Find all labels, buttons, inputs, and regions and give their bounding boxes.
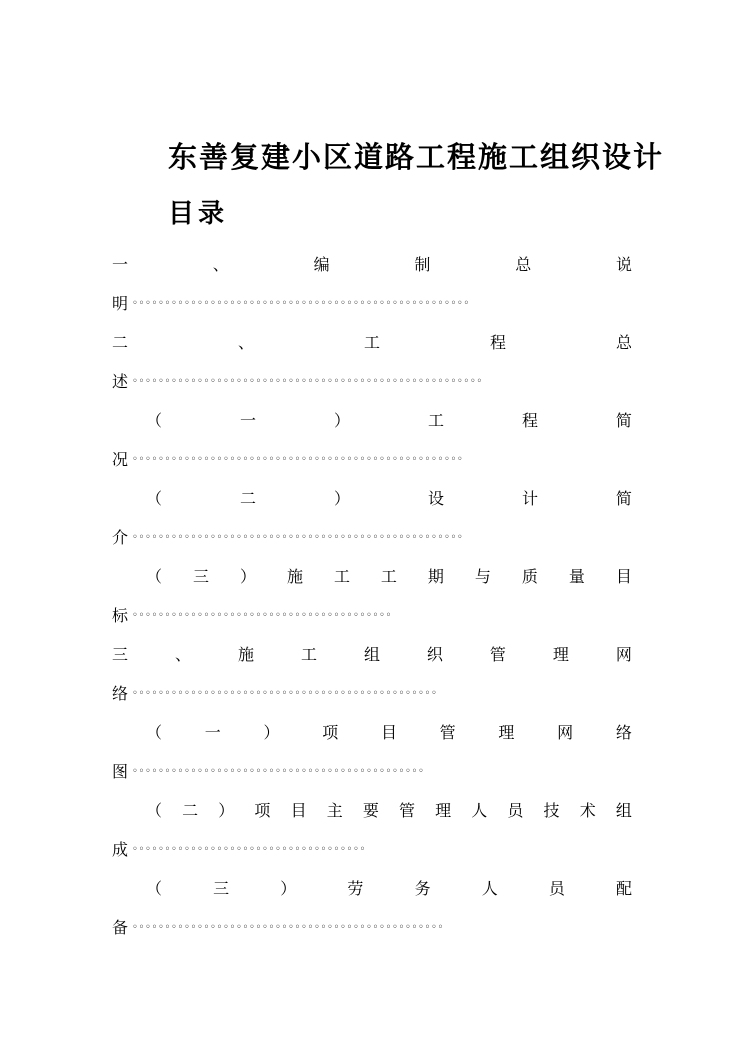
- toc-entry-char: 一: [204, 723, 221, 742]
- toc-heading: 目录: [168, 199, 229, 229]
- toc-entry-char: 络: [615, 723, 632, 742]
- toc-entry-char: 工: [363, 333, 380, 352]
- toc-leader-dots: ◦◦◦◦◦◦◦◦◦◦◦◦◦◦◦◦◦◦◦◦◦◦◦◦◦◦◦◦◦◦◦◦◦◦◦◦◦◦◦◦◦◦◦◦◦: [132, 766, 425, 777]
- toc-entry-char: 简: [615, 489, 632, 508]
- toc-entry-char: 人: [481, 879, 498, 898]
- toc-entry-continuation: [112, 293, 470, 315]
- toc-entry-continuation: [112, 761, 424, 783]
- toc-entry-char: 务: [414, 879, 431, 898]
- toc-leader-dots: ◦◦◦◦◦◦◦◦◦◦◦◦◦◦◦◦◦◦◦◦◦◦◦◦◦◦◦◦◦◦◦◦◦◦◦◦◦◦◦◦◦◦◦◦◦◦◦◦◦◦◦◦◦◦: [132, 376, 483, 387]
- toc-entry-char: 工: [300, 645, 317, 664]
- toc-entry-char: 计: [521, 489, 538, 508]
- toc-entry-char: （: [146, 489, 163, 508]
- toc-entry-char: （: [146, 567, 163, 586]
- toc-entry-char: 设: [427, 489, 444, 508]
- toc-entry-line: [112, 254, 632, 276]
- toc-entry-char: 目: [290, 801, 307, 820]
- toc-entry-tail: 明: [112, 294, 129, 313]
- toc-entry-char: 三: [192, 567, 209, 586]
- toc-entry-continuation: [112, 605, 392, 627]
- toc-entry-char: 说: [615, 255, 632, 274]
- toc-entry-char: 编: [313, 255, 330, 274]
- toc-entry-char: 与: [474, 567, 491, 586]
- toc-entry-char: ）: [333, 489, 350, 508]
- toc-entry-line: [146, 800, 632, 822]
- toc-entry-tail: 络: [112, 684, 129, 703]
- toc-entry-char: （: [146, 411, 163, 430]
- toc-entry-char: 项: [322, 723, 339, 742]
- toc-entry-char: 质: [521, 567, 538, 586]
- toc-entry-line: [146, 566, 632, 588]
- toc-entry-char: 、: [174, 645, 191, 664]
- toc-leader-dots: ◦◦◦◦◦◦◦◦◦◦◦◦◦◦◦◦◦◦◦◦◦◦◦◦◦◦◦◦◦◦◦◦◦◦◦◦◦◦◦◦: [132, 610, 392, 621]
- toc-entry-char: 一: [239, 411, 256, 430]
- toc-entry-char: 工: [427, 411, 444, 430]
- toc-entry-char: 总: [615, 333, 632, 352]
- toc-entry-char: （: [146, 801, 163, 820]
- toc-entry-continuation: [112, 839, 366, 861]
- toc-entry-char: 二: [112, 333, 129, 352]
- toc-entry-continuation: [112, 527, 463, 549]
- toc-entry-line: [146, 488, 632, 510]
- toc-entry-char: 工: [333, 567, 350, 586]
- toc-entry-line: [146, 878, 632, 900]
- toc-entry-char: 程: [489, 333, 506, 352]
- toc-entry-char: ）: [333, 411, 350, 430]
- toc-entry-line: [146, 410, 632, 432]
- toc-entry-char: ）: [239, 567, 256, 586]
- toc-entry-char: 项: [254, 801, 271, 820]
- toc-entry-char: 总: [515, 255, 532, 274]
- toc-entry-char: （: [146, 723, 163, 742]
- toc-entry-char: 组: [615, 801, 632, 820]
- toc-leader-dots: ◦◦◦◦◦◦◦◦◦◦◦◦◦◦◦◦◦◦◦◦◦◦◦◦◦◦◦◦◦◦◦◦◦◦◦◦◦◦◦◦◦◦◦◦◦◦◦◦◦◦◦: [132, 454, 464, 465]
- toc-entry-char: ）: [218, 801, 235, 820]
- document-title: 东善复建小区道路工程施工组织设计: [168, 140, 665, 174]
- toc-entry-tail: 图: [112, 762, 129, 781]
- toc-leader-dots: ◦◦◦◦◦◦◦◦◦◦◦◦◦◦◦◦◦◦◦◦◦◦◦◦◦◦◦◦◦◦◦◦◦◦◦◦◦◦◦◦◦◦◦◦◦◦◦◦◦◦◦◦: [132, 298, 470, 309]
- toc-entry-line: [112, 644, 632, 666]
- toc-entry-char: 简: [615, 411, 632, 430]
- toc-entry-char: 人: [471, 801, 488, 820]
- toc-entry-char: 术: [579, 801, 596, 820]
- toc-entry-char: 一: [112, 255, 129, 274]
- toc-entry-char: 主: [326, 801, 343, 820]
- toc-entry-char: 施: [237, 645, 254, 664]
- toc-entry-char: 、: [212, 255, 229, 274]
- toc-entry-line: [112, 332, 632, 354]
- toc-entry-char: 技: [543, 801, 560, 820]
- toc-entry-char: 管: [439, 723, 456, 742]
- toc-entry-tail: 述: [112, 372, 129, 391]
- toc-entry-tail: 介: [112, 528, 129, 547]
- toc-entry-char: （: [146, 879, 163, 898]
- toc-entry-char: 量: [568, 567, 585, 586]
- toc-entry-char: 二: [182, 801, 199, 820]
- toc-entry-tail: 备: [112, 918, 129, 937]
- toc-leader-dots: ◦◦◦◦◦◦◦◦◦◦◦◦◦◦◦◦◦◦◦◦◦◦◦◦◦◦◦◦◦◦◦◦◦◦◦◦◦◦◦◦◦◦◦◦◦◦◦: [132, 688, 438, 699]
- toc-entry-char: 制: [414, 255, 431, 274]
- toc-entry-char: 程: [521, 411, 538, 430]
- toc-entry-char: ）: [280, 879, 297, 898]
- toc-entry-tail: 成: [112, 840, 129, 859]
- toc-entry-char: 管: [398, 801, 415, 820]
- toc-entry-char: 网: [615, 645, 632, 664]
- toc-entry-char: 目: [380, 723, 397, 742]
- toc-entry-tail: 况: [112, 450, 129, 469]
- toc-entry-continuation: [112, 917, 444, 939]
- toc-entry-char: 理: [435, 801, 452, 820]
- toc-leader-dots: ◦◦◦◦◦◦◦◦◦◦◦◦◦◦◦◦◦◦◦◦◦◦◦◦◦◦◦◦◦◦◦◦◦◦◦◦◦◦◦◦◦◦◦◦◦◦◦◦: [132, 922, 444, 933]
- toc-entry-char: 网: [557, 723, 574, 742]
- toc-entry-line: [146, 722, 632, 744]
- toc-entry-char: 目: [615, 567, 632, 586]
- toc-entry-char: 劳: [347, 879, 364, 898]
- toc-entry-char: 要: [362, 801, 379, 820]
- toc-entry-char: 织: [426, 645, 443, 664]
- toc-entry-continuation: [112, 449, 463, 471]
- toc-entry-char: 工: [380, 567, 397, 586]
- toc-entry-char: 配: [615, 879, 632, 898]
- toc-entry-char: 管: [489, 645, 506, 664]
- toc-entry-char: 理: [498, 723, 515, 742]
- toc-entry-char: 员: [507, 801, 524, 820]
- toc-entry-char: 三: [213, 879, 230, 898]
- toc-leader-dots: ◦◦◦◦◦◦◦◦◦◦◦◦◦◦◦◦◦◦◦◦◦◦◦◦◦◦◦◦◦◦◦◦◦◦◦◦◦◦◦◦◦◦◦◦◦◦◦◦◦◦◦: [132, 532, 464, 543]
- toc-entry-char: 理: [552, 645, 569, 664]
- toc-entry-char: 期: [427, 567, 444, 586]
- toc-entry-continuation: [112, 371, 483, 393]
- toc-entry-continuation: [112, 683, 437, 705]
- toc-leader-dots: ◦◦◦◦◦◦◦◦◦◦◦◦◦◦◦◦◦◦◦◦◦◦◦◦◦◦◦◦◦◦◦◦◦◦◦◦: [132, 844, 366, 855]
- toc-entry-char: 、: [237, 333, 254, 352]
- toc-entry-char: 二: [239, 489, 256, 508]
- toc-entry-char: 施: [286, 567, 303, 586]
- toc-entry-char: 三: [112, 645, 129, 664]
- toc-entry-char: ）: [263, 723, 280, 742]
- toc-entry-tail: 标: [112, 606, 129, 625]
- toc-entry-char: 组: [363, 645, 380, 664]
- toc-entry-char: 员: [548, 879, 565, 898]
